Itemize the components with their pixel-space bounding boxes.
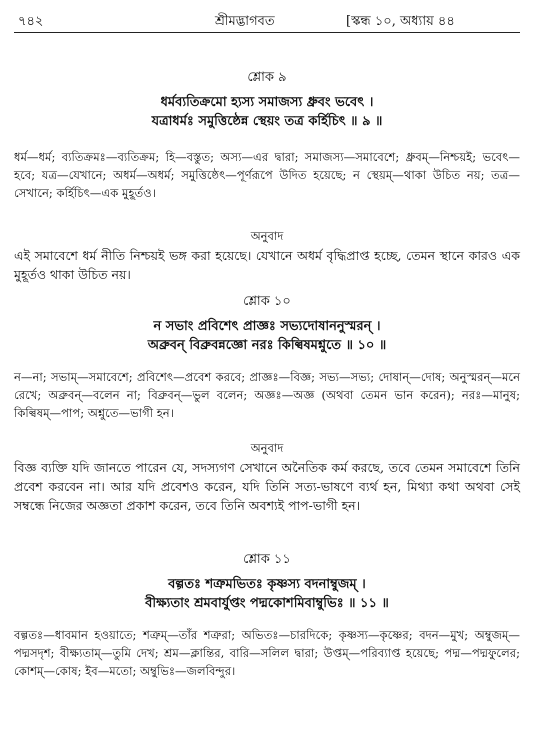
verse-line: ন সভাং প্রবিশেৎ প্রাজ্ঞঃ সভ্যদোষাননুস্মরন্ । xyxy=(153,319,381,334)
chapter-reference: [স্কন্ধ ১০, অধ্যায় ৪৪ xyxy=(346,14,455,29)
shloka-heading: শ্লোক ৯ xyxy=(247,70,287,85)
verse-line: বল্গতঃ শত্রুমভিতঃ কৃষ্ণস্য বদনাম্বুজম্ । xyxy=(168,577,366,592)
book-title: শ্রীমদ্ভাগবত xyxy=(215,14,275,29)
translation-text: বিজ্ঞ ব্যক্তি যদি জানতে পারেন যে, সদস্যগণ সেখানে অনৈতিক কর্ম করছে, তবে তেমন সমাবেশে তিনি প্রবেশ করবেন না। আর যদি প্রবেশও করেন, যদি তিনি সত্য-ভাষণে ব্যর্থ হন, মিথ্যা কথা অথবা সেই সম্বন্ধে নিজের অজ্ঞতা প্রকাশ করেন, তবে তিনি অবশ্যই পাপ-ভাগী হন। xyxy=(14,460,520,513)
shloka-9-verse-block xyxy=(14,68,520,131)
shloka-11-word-meanings xyxy=(14,626,520,680)
shloka-9-word-meanings xyxy=(14,148,520,202)
word-meanings: বল্গতঃ—ধাবমান হওয়াতে; শত্রুম্—তাঁর শত্রুরা; অভিতঃ—চারদিকে; কৃষ্ণস্য—কৃষ্ণের; বদন—মুখ; অম্বুজম্—পদ্মসদৃশ; বীক্ষ্যতাম্—তুমি দেখ; শ্রম—ক্লান্তির, বারি—সলিল দ্বারা; উপ্তম্—পরিব্যাপ্ত হয়েছে; পদ্ম—পদ্মফুলের; কোশম্—কোষ; ইব—মতো; অম্বুভিঃ—জলবিন্দুর। xyxy=(14,628,520,678)
shloka-9-translation xyxy=(14,228,520,284)
translation-label: অনুবাদ xyxy=(250,441,284,455)
page-number: ৭৪২ xyxy=(18,14,44,29)
shloka-10-word-meanings xyxy=(14,368,520,422)
verse-line: বীক্ষ্যতাং শ্রমবার্যুপ্তং পদ্মকোশমিবাম্বুভিঃ ॥ ১১ ॥ xyxy=(145,596,389,611)
translation-label: অনুবাদ xyxy=(250,229,284,243)
verse-line: অব্রুবন্ বিব্রুবন্নজ্ঞো নরঃ কিল্বিষমশ্নুতে ॥ ১০ ॥ xyxy=(147,338,387,353)
translation-text: এই সমাবেশে ধর্ম নীতি নিশ্চয়ই ভঙ্গ করা হয়েছে। যেখানে অধর্ম বৃদ্ধিপ্রাপ্ত হচ্ছে, তেমন স্থানে কারও এক মুহূর্তও থাকা উচিত নয়। xyxy=(14,248,520,282)
shloka-10-verse-block xyxy=(14,292,520,355)
page-header xyxy=(0,10,533,32)
shloka-10-translation xyxy=(14,440,520,515)
word-meanings: ধর্ম—ধর্ম; ব্যতিক্রমঃ—ব্যতিক্রম; হি—বস্তুত; অস্য—এর দ্বারা; সমাজস্য—সমাবেশে; ধ্রুবম্—নিশ্চয়ই; ভবেৎ—হবে; যত্র—যেখানে; অধর্ম—অধর্ম; সমুত্তিষ্ঠেৎ—পূর্ণরূপে উদিত হয়েছে; ন স্থেয়ম্—থাকা উচিত নয়; তত্র—সেখানে; কর্হিচিৎ—এক মুহূর্তও। xyxy=(14,150,520,200)
word-meanings: ন—না; সভাম্—সমাবেশে; প্রবিশেৎ—প্রবেশ করবে; প্রাজ্ঞঃ—বিজ্ঞ; সভ্য—সভ্য; দোষান্—দোষ; অনুস্মরন্—মনে রেখে; অব্রুবন্—বলেন না; বিব্রুবন্—ভুল বলেন; অজ্ঞঃ—অজ্ঞ (অথবা তেমন ভান করেন); নরঃ—মানুষ; কিল্বিষম্—পাপ; অশ্নুতে—ভাগী হন। xyxy=(14,370,520,420)
shloka-11-verse-block xyxy=(14,550,520,613)
shloka-heading: শ্লোক ১১ xyxy=(243,552,291,567)
header-rule xyxy=(14,32,520,33)
verse-line: যত্রাধর্মঃ সমুত্তিষ্ঠেন্ন স্থেয়ং তত্র কর্হিচিৎ ॥ ৯ ॥ xyxy=(151,114,383,129)
shloka-heading: শ্লোক ১০ xyxy=(243,294,291,309)
verse-line: ধর্মব্যতিক্রমো হ্যস্য সমাজস্য ধ্রুবং ভবেৎ । xyxy=(160,95,374,110)
